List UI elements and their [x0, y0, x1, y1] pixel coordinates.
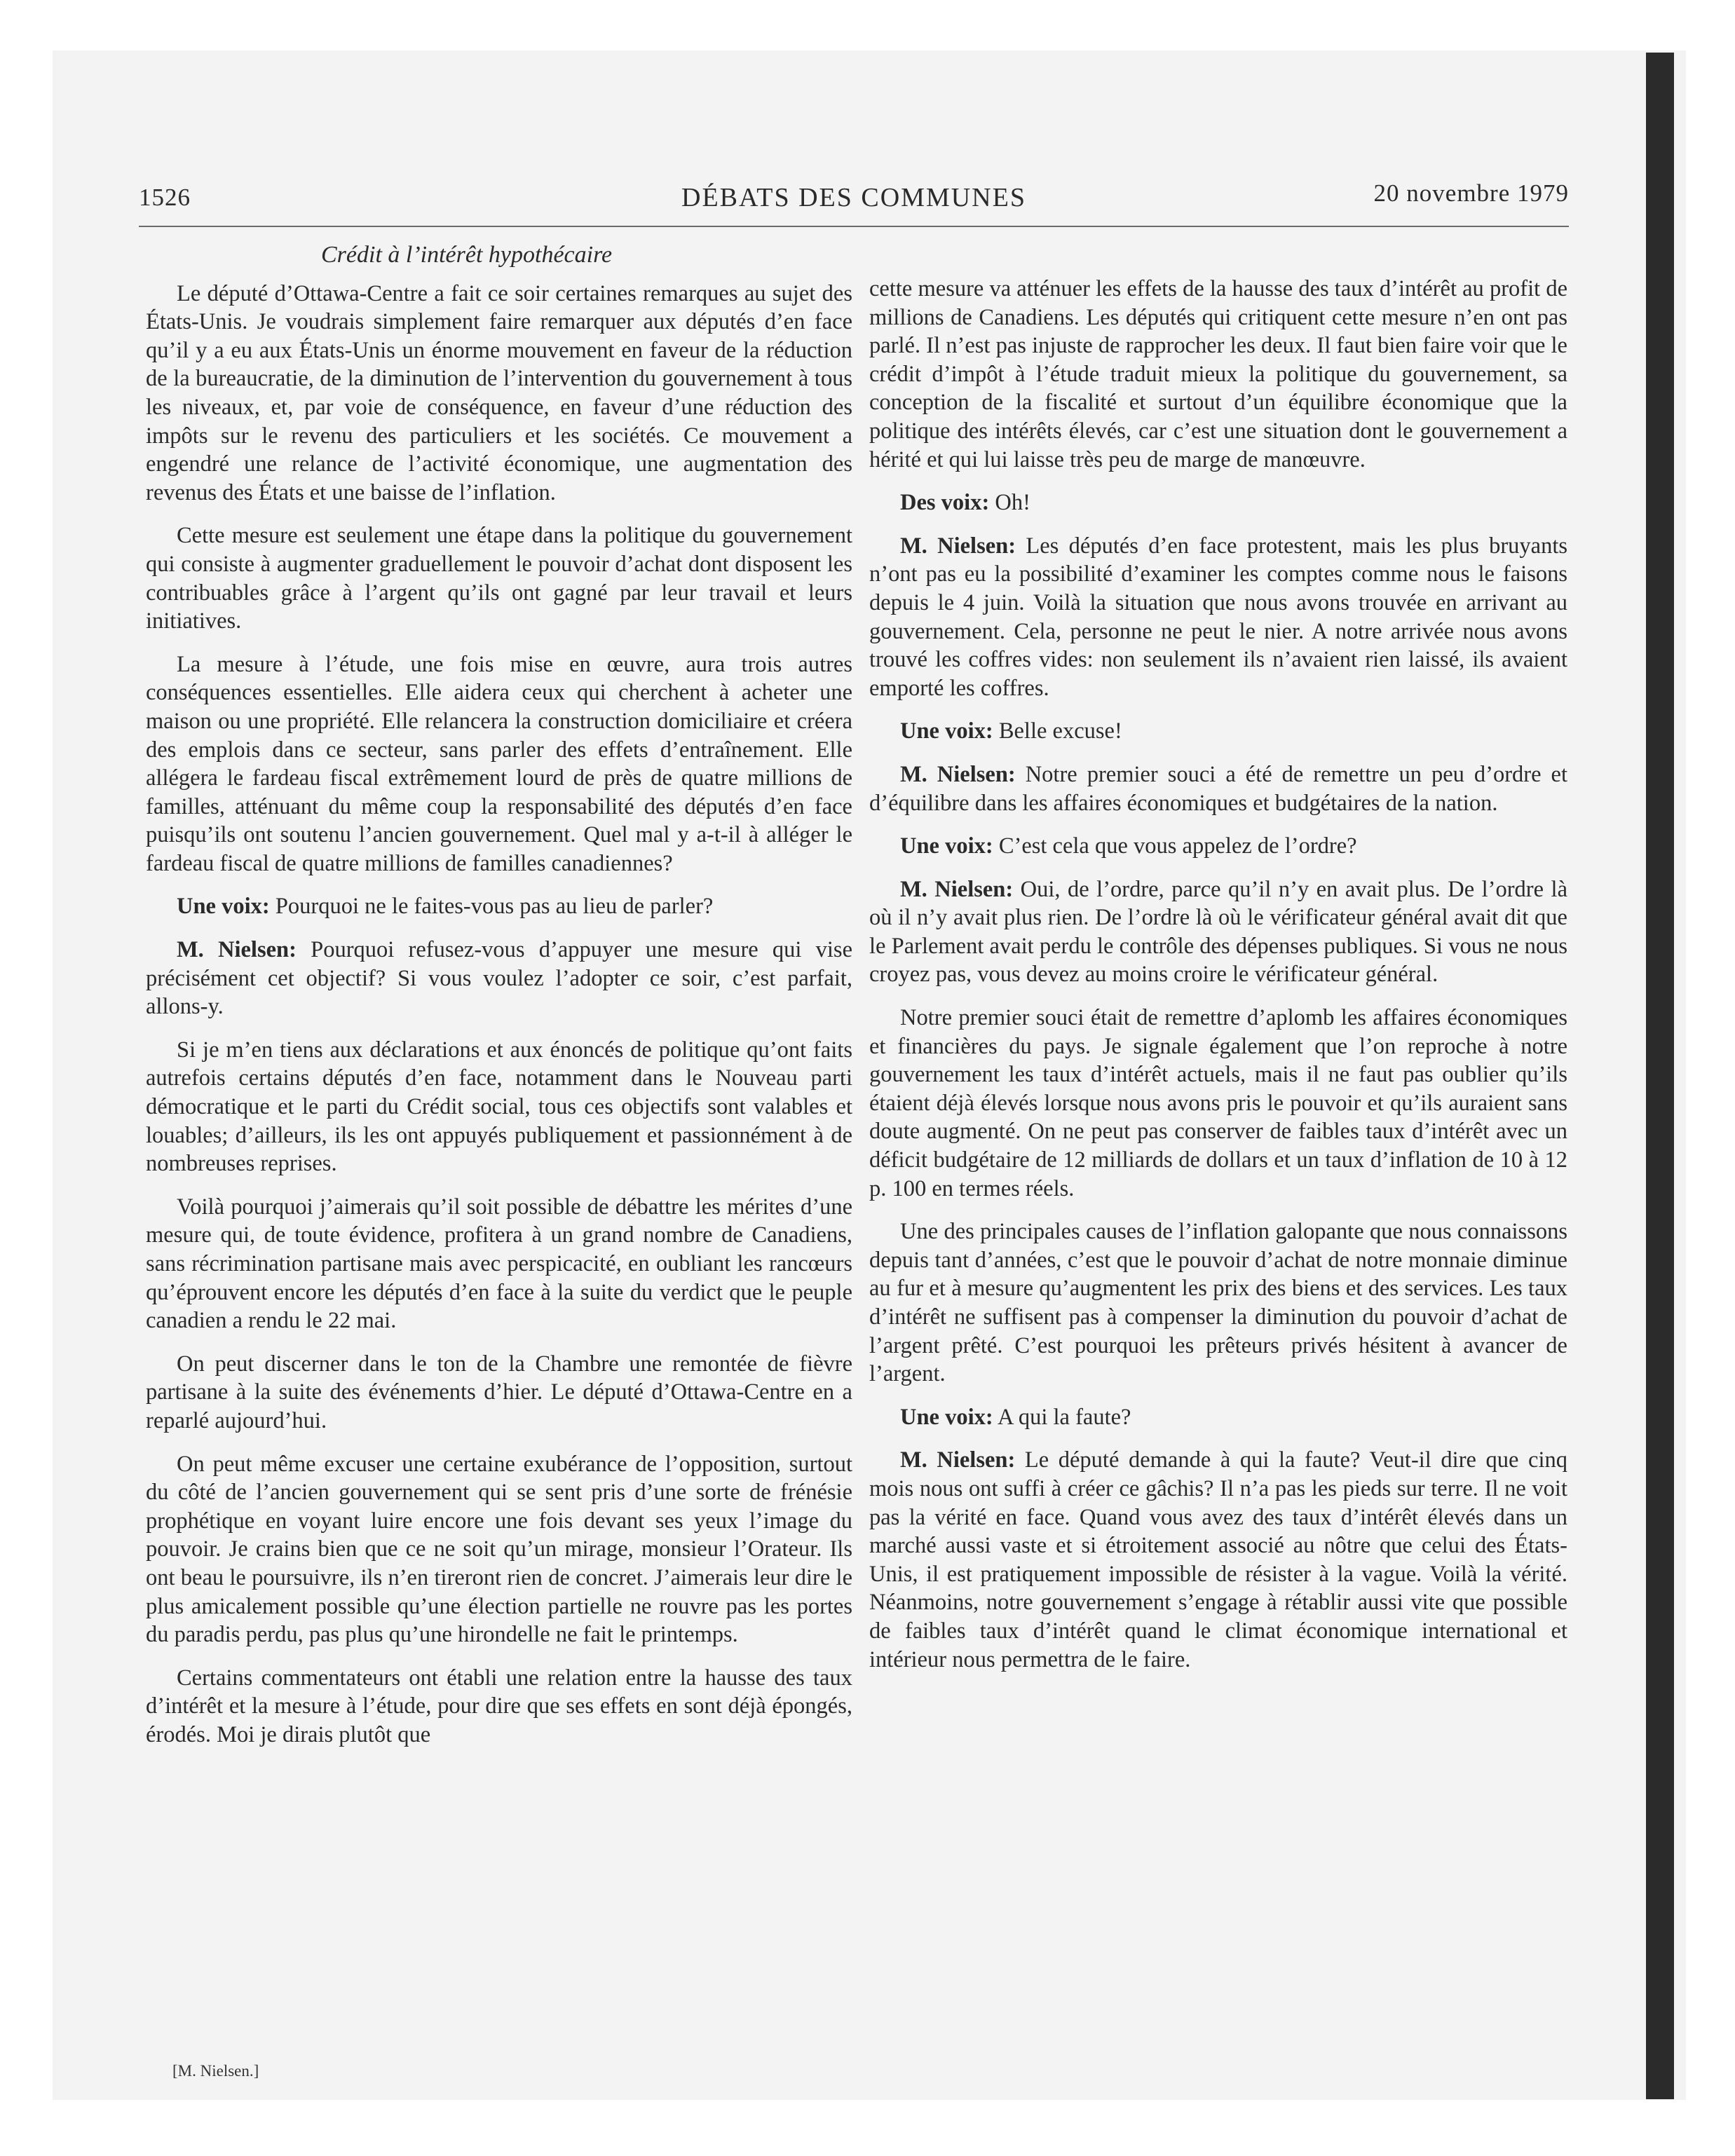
- speech-text: Notre premier souci a été de remettre un peu d’ordre et d’équilibre dans les affaires économiques et budgétaires de la nation.: [869, 761, 1567, 816]
- speech-paragraph: [869, 717, 1567, 746]
- paragraph: La mesure à l’étude, une fois mise en œuvre, aura trois autres conséquences essentielles. Elle aidera ceux qui cherchent à acheter une maison ou une propriété. Elle relancera la construction domiciliaire et créera des emplois dans ce secteur, sans parler des effets d’entraînement. Elle allégera le fardeau fiscal extrêmement lourd de près de quatre millions de familles, atténuant du même coup la responsabilité des députés d’en face puisqu’ils ont soutenu l’ancien gouvernement. Quel mal y a-t-il à alléger le fardeau fiscal de quatre millions de familles canadiennes?: [146, 651, 852, 876]
- speech-text: C’est cela que vous appelez de l’ordre?: [993, 833, 1357, 859]
- paragraph: Certains commentateurs ont établi une relation entre la hausse des taux d’intérêt et la mesure à l’étude, pour dire que ses effets en sont déjà épongés, érodés. Moi je dirais plutôt que: [146, 1665, 852, 1747]
- speaker-name: Une voix:: [900, 718, 993, 744]
- speaker-footer: [M. Nielsen.]: [172, 2062, 259, 2080]
- speaker-name: Une voix:: [900, 833, 993, 859]
- paragraph: Le député d’Ottawa-Centre a fait ce soir certaines remarques au sujet des États-Unis. Je voudrais simplement faire remarquer aux députés d’en face qu’il y a eu aux États-Unis un énorme mouvement en faveur de la réduction de la bureaucratie, de la diminution de l’intervention du gouvernement à tous les niveaux, et, par voie de conséquence, en faveur d’une réduction des impôts sur le revenu des particuliers et les sociétés. Ce mouvement a engendré une relance de l’activité économique, une augmentation des revenus des États et une baisse de l’inflation.: [146, 280, 852, 505]
- paragraph: On peut discerner dans le ton de la Chambre une remontée de fièvre partisane à la suite des événements d’hier. Le député d’Ottawa-Centre en a reparlé aujourd’hui.: [146, 1351, 852, 1433]
- page-header: [139, 179, 1569, 226]
- speech-paragraph: [869, 1446, 1567, 1674]
- paragraph: cette mesure va atténuer les effets de la hausse des taux d’intérêt au profit de millions de Canadiens. Les députés qui critiquent cette mesure n’en ont pas parlé. Il n’est pas injuste de rapprocher les deux. Il faut bien faire voir que le crédit d’impôt à l’étude traduit mieux la politique du gouvernement, sa conception de la fiscalité et surtout d’un équilibre économique que la politique des intérêts élevés, car c’est une situation dont le gouvernement a hérité et qui lui laisse très peu de marge de manœuvre.: [869, 276, 1567, 472]
- speaker-name: M. Nielsen:: [177, 937, 297, 963]
- speech-paragraph: [869, 760, 1567, 817]
- speaker-name: Des voix:: [900, 490, 990, 516]
- speech-paragraph: [869, 532, 1567, 703]
- speech-paragraph: [146, 936, 852, 1021]
- speaker-name: Une voix:: [900, 1404, 993, 1430]
- speech-paragraph: [146, 892, 852, 921]
- speech-text: Oh!: [989, 490, 1030, 516]
- speaker-name: Une voix:: [177, 894, 270, 920]
- speech-text: Le député demande à qui la faute? Veut-il dire que cinq mois nous ont suffi à créer ce gâchis? Il n’a pas les pieds sur terre. Il ne voit pas la vérité en face. Quand vous avez des taux d’intérêt élevés dans un marché aussi vaste et si étroitement associé au nôtre que celui des États-Unis, il est pratiquement impossible de résister à la vague. Voilà la vérité. Néanmoins, notre gouvernement s’engage à rétablir aussi vite que possible de faibles taux d’intérêt quand le climat économique international et intérieur nous permettra de le faire.: [869, 1447, 1567, 1672]
- speech-text: Belle excuse!: [993, 718, 1122, 744]
- speech-text: Pourquoi refusez-vous d’appuyer une mesure qui vise précisément cet objectif? Si vous voulez l’adopter ce soir, c’est parfait, allons-y.: [146, 937, 852, 1020]
- speaker-name: M. Nielsen:: [900, 876, 1014, 902]
- paragraph: Notre premier souci était de remettre d’aplomb les affaires économiques et financières du pays. Je signale également que l’on reproche à notre gouvernement les taux d’intérêt actuels, mais il ne faut pas oublier qu’ils étaient déjà élevés lorsque nous avons pris le pouvoir et qu’ils auraient sans doute augmenté. On ne peut pas conserver de faibles taux d’intérêt avec un déficit budgétaire de 12 milliards de dollars et un taux d’inflation de 10 à 12 p. 100 en termes réels.: [869, 1005, 1567, 1201]
- speech-paragraph: [869, 875, 1567, 989]
- scan-edge-shadow: [1646, 53, 1674, 2099]
- speech-paragraph: [869, 489, 1567, 517]
- paragraph: Voilà pourquoi j’aimerais qu’il soit possible de débattre les mérites d’une mesure qui, de toute évidence, profitera à un grand nombre de Canadiens, sans récrimination partisane mais avec perspicacité, en oubliant les rancœurs qu’éprouvent encore les députés d’en face à la suite du verdict que le peuple canadien a rendu le 22 mai.: [146, 1194, 852, 1334]
- paragraph: Si je m’en tiens aux déclarations et aux énoncés de politique qu’ont faits autrefois certains députés d’en face, notamment dans le Nouveau parti démocratique et le parti du Crédit social, tous ces objectifs sont valables et louables; d’ailleurs, ils les ont appuyés publiquement et passionnément à de nombreuses reprises.: [146, 1037, 852, 1177]
- header-rule: [139, 226, 1569, 227]
- speech-text: Oui, de l’ordre, parce qu’il n’y en avait plus. De l’ordre là où il n’y avait plus rien. De l’ordre là où le vérificateur général avait dit que le Parlement avait perdu le contrôle des dépenses publiques. Si vous ne nous croyez pas, vous devez au moins croire le vérificateur général.: [869, 876, 1567, 988]
- speech-paragraph: [869, 1403, 1567, 1432]
- section-title: Crédit à l’intérêt hypothécaire: [321, 242, 613, 268]
- speaker-name: M. Nielsen:: [900, 761, 1016, 787]
- page-number: 1526: [139, 184, 191, 211]
- speech-text: Pourquoi ne le faites-vous pas au lieu de parler?: [269, 894, 714, 920]
- journal-title: DÉBATS DES COMMUNES: [681, 183, 1026, 212]
- speech-paragraph: [869, 832, 1567, 861]
- left-column: [146, 241, 852, 1764]
- speaker-name: M. Nielsen:: [900, 1447, 1016, 1473]
- speech-text: A qui la faute?: [993, 1404, 1131, 1430]
- paragraph: On peut même excuser une certaine exubérance de l’opposition, surtout du côté de l’ancien gouvernement qui se sent pris d’une sorte de frénésie prophétique en voyant luire encore une fois devant ses yeux l’image du pouvoir. Je crains bien que ce ne soit qu’un mirage, monsieur l’Orateur. Ils ont beau le poursuivre, ils n’en tireront rien de concret. J’aimerais leur dire le plus amicalement possible qu’une élection partielle ne rouvre pas les portes du paradis perdu, pas plus qu’une hirondelle ne fait le printemps.: [146, 1451, 852, 1648]
- paragraph: Cette mesure est seulement une étape dans la politique du gouvernement qui consiste à augmenter graduellement le pouvoir d’achat dont disposent les contribuables grâce à l’argent qu’ils ont gagné par leur travail et leurs initiatives.: [146, 523, 852, 634]
- right-column: [869, 275, 1567, 1688]
- header-date: 20 novembre 1979: [1373, 179, 1569, 207]
- paragraph: Une des principales causes de l’inflation galopante que nous connaissons depuis tant d’années, c’est que le pouvoir d’achat de notre monnaie diminue au fur et à mesure qu’augmentent les prix des biens et des services. Les taux d’intérêt ne suffisent pas à compenser la diminution du pouvoir d’achat de l’argent prêté. C’est pourquoi les prêteurs privés hésitent à avancer de l’argent.: [869, 1219, 1567, 1387]
- speech-text: Les députés d’en face protestent, mais les plus bruyants n’ont pas eu la possibilité d’examiner les comptes comme nous le faisons depuis le 4 juin. Voilà la situation que nous avons trouvée en arrivant au gouvernement. Cela, personne ne peut le nier. A notre arrivée nous avons trouvé les coffres vides: non seulement ils n’avaient rien laissé, ils avaient emporté les coffres.: [869, 533, 1567, 701]
- speaker-name: M. Nielsen:: [900, 533, 1016, 559]
